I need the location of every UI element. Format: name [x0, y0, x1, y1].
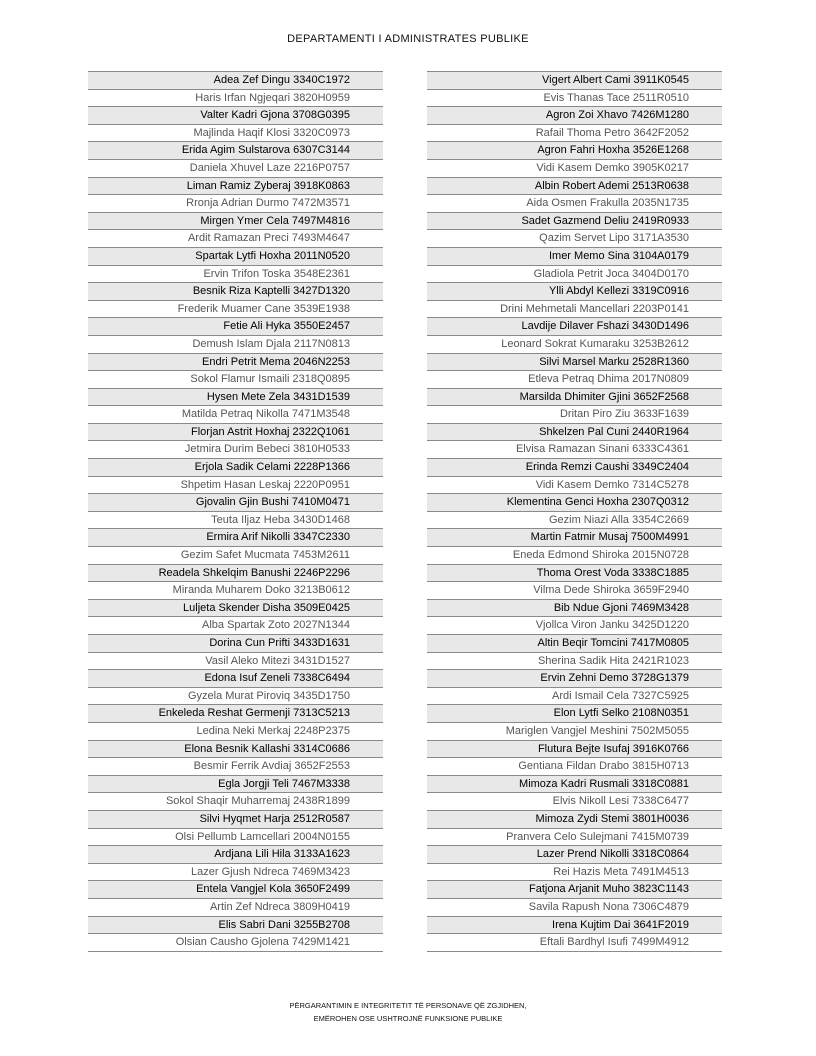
list-item: Lavdije Dilaver Fshazi 3430D1496	[427, 318, 722, 336]
list-item: Rei Hazis Meta 7491M4513	[427, 864, 722, 882]
list-item: Ardi Ismail Cela 7327C5925	[427, 688, 722, 706]
list-item: Aida Osmen Frakulla 2035N1735	[427, 195, 722, 213]
list-item: Egla Jorgji Teli 7467M3338	[88, 776, 383, 794]
list-item: Erida Agim Sulstarova 6307C3144	[88, 142, 383, 160]
list-item: Vidi Kasem Demko 7314C5278	[427, 477, 722, 495]
list-item: Artin Zef Ndreca 3809H0419	[88, 899, 383, 917]
list-item: Olsi Pellumb Lamcellari 2004N0155	[88, 829, 383, 847]
list-item: Irena Kujtim Dai 3641F2019	[427, 917, 722, 935]
list-item: Ardjana Lili Hila 3133A1623	[88, 846, 383, 864]
list-item: Silvi Marsel Marku 2528R1360	[427, 354, 722, 372]
list-item: Besmir Ferrik Avdiaj 3652F2553	[88, 758, 383, 776]
list-item: Olsian Causho Gjolena 7429M1421	[88, 934, 383, 952]
list-item: Entela Vangjel Kola 3650F2499	[88, 881, 383, 899]
list-item: Hysen Mete Zela 3431D1539	[88, 389, 383, 407]
list-item: Marsilda Dhimiter Gjini 3652F2568	[427, 389, 722, 407]
list-item: Dorina Cun Prifti 3433D1631	[88, 635, 383, 653]
list-item: Shpetim Hasan Leskaj 2220P0951	[88, 477, 383, 495]
list-item: Leonard Sokrat Kumaraku 3253B2612	[427, 336, 722, 354]
right-name-list	[427, 71, 722, 952]
list-item: Agron Zoi Xhavo 7426M1280	[427, 107, 722, 125]
list-item: Erjola Sadik Celami 2228P1366	[88, 459, 383, 477]
list-item: Gjovalin Gjin Bushi 7410M0471	[88, 494, 383, 512]
list-item: Mariglen Vangjel Meshini 7502M5055	[427, 723, 722, 741]
list-item: Endri Petrit Mema 2046N2253	[88, 354, 383, 372]
list-item: Lazer Gjush Ndreca 7469M3423	[88, 864, 383, 882]
list-item: Mirgen Ymer Cela 7497M4816	[88, 213, 383, 231]
list-item: Luljeta Skender Disha 3509E0425	[88, 600, 383, 618]
list-item: Evis Thanas Tace 2511R0510	[427, 90, 722, 108]
list-item: Bib Ndue Gjoni 7469M3428	[427, 600, 722, 618]
list-item: Sokol Flamur Ismaili 2318Q0895	[88, 371, 383, 389]
list-item: Jetmira Durim Bebeci 3810H0533	[88, 441, 383, 459]
list-item: Majlinda Haqif Klosi 3320C0973	[88, 125, 383, 143]
list-item: Altin Beqir Tomcini 7417M0805	[427, 635, 722, 653]
list-item: Martin Fatmir Musaj 7500M4991	[427, 529, 722, 547]
left-name-list	[88, 71, 383, 952]
list-item: Sadet Gazmend Deliu 2419R0933	[427, 213, 722, 231]
list-item: Ermira Arif Nikolli 3347C2330	[88, 529, 383, 547]
list-item: Spartak Lytfi Hoxha 2011N0520	[88, 248, 383, 266]
list-item: Drini Mehmetali Mancellari 2203P0141	[427, 301, 722, 319]
list-item: Etleva Petraq Dhima 2017N0809	[427, 371, 722, 389]
list-item: Enkeleda Reshat Germenji 7313C5213	[88, 705, 383, 723]
list-item: Readela Shkelqim Banushi 2246P2296	[88, 565, 383, 583]
list-item: Adea Zef Dingu 3340C1972	[88, 72, 383, 90]
list-item: Liman Ramiz Zyberaj 3918K0863	[88, 178, 383, 196]
footer-line-2: EMËROHEN OSE USHTROJNË FUNKSIONE PUBLIKE	[313, 1014, 503, 1023]
list-item: Valter Kadri Gjona 3708G0395	[88, 107, 383, 125]
list-item: Sherina Sadik Hita 2421R1023	[427, 653, 722, 671]
list-item: Frederik Muamer Cane 3539E1938	[88, 301, 383, 319]
list-item: Miranda Muharem Doko 3213B0612	[88, 582, 383, 600]
footer-line-1: PËRGARANTIMIN E INTEGRITETIT TË PERSONAVE QË ZGJIDHEN,	[289, 1001, 527, 1010]
list-item: Vjollca Viron Janku 3425D1220	[427, 617, 722, 635]
list-item: Thoma Orest Voda 3338C1885	[427, 565, 722, 583]
list-item: Fetie Ali Hyka 3550E2457	[88, 318, 383, 336]
page-footer	[0, 999, 816, 1025]
list-item: Mimoza Zydi Stemi 3801H0036	[427, 811, 722, 829]
list-item: Gezim Safet Mucmata 7453M2611	[88, 547, 383, 565]
list-item: Albin Robert Ademi 2513R0638	[427, 178, 722, 196]
list-item: Ervin Zehni Demo 3728G1379	[427, 670, 722, 688]
list-item: Demush Islam Djala 2117N0813	[88, 336, 383, 354]
list-item: Elvis Nikoll Lesi 7338C6477	[427, 793, 722, 811]
list-item: Elis Sabri Dani 3255B2708	[88, 917, 383, 935]
list-item: Daniela Xhuvel Laze 2216P0757	[88, 160, 383, 178]
list-item: Gyzela Murat Piroviq 3435D1750	[88, 688, 383, 706]
list-item: Pranvera Celo Sulejmani 7415M0739	[427, 829, 722, 847]
list-item: Dritan Piro Ziu 3633F1639	[427, 406, 722, 424]
list-item: Vigert Albert Cami 3911K0545	[427, 72, 722, 90]
list-item: Elona Besnik Kallashi 3314C0686	[88, 741, 383, 759]
list-item: Mimoza Kadri Rusmali 3318C0881	[427, 776, 722, 794]
list-item: Erinda Remzi Caushi 3349C2404	[427, 459, 722, 477]
list-item: Vilma Dede Shiroka 3659F2940	[427, 582, 722, 600]
list-item: Rafail Thoma Petro 3642F2052	[427, 125, 722, 143]
list-item: Gladiola Petrit Joca 3404D0170	[427, 266, 722, 284]
list-item: Qazim Servet Lipo 3171A3530	[427, 230, 722, 248]
list-item: Matilda Petraq Nikolla 7471M3548	[88, 406, 383, 424]
list-item: Ylli Abdyl Kellezi 3319C0916	[427, 283, 722, 301]
list-item: Eneda Edmond Shiroka 2015N0728	[427, 547, 722, 565]
list-item: Gentiana Fildan Drabo 3815H0713	[427, 758, 722, 776]
list-item: Haris Irfan Ngjeqari 3820H0959	[88, 90, 383, 108]
list-item: Eftali Bardhyl Isufi 7499M4912	[427, 934, 722, 952]
list-item: Ervin Trifon Toska 3548E2361	[88, 266, 383, 284]
list-item: Shkelzen Pal Cuni 2440R1964	[427, 424, 722, 442]
list-item: Sokol Shaqir Muharremaj 2438R1899	[88, 793, 383, 811]
list-item: Elon Lytfi Selko 2108N0351	[427, 705, 722, 723]
list-item: Vasil Aleko Mitezi 3431D1527	[88, 653, 383, 671]
list-item: Edona Isuf Zeneli 7338C6494	[88, 670, 383, 688]
list-item: Alba Spartak Zoto 2027N1344	[88, 617, 383, 635]
list-item: Vidi Kasem Demko 3905K0217	[427, 160, 722, 178]
list-item: Fatjona Arjanit Muho 3823C1143	[427, 881, 722, 899]
list-item: Gezim Niazi Alla 3354C2669	[427, 512, 722, 530]
list-item: Rronja Adrian Durmo 7472M3571	[88, 195, 383, 213]
list-item: Flutura Bejte Isufaj 3916K0766	[427, 741, 722, 759]
list-item: Besnik Riza Kaptelli 3427D1320	[88, 283, 383, 301]
list-item: Agron Fahri Hoxha 3526E1268	[427, 142, 722, 160]
list-item: Silvi Hyqmet Harja 2512R0587	[88, 811, 383, 829]
list-item: Lazer Prend Nikolli 3318C0864	[427, 846, 722, 864]
list-item: Teuta Iljaz Heba 3430D1468	[88, 512, 383, 530]
list-item: Ledina Neki Merkaj 2248P2375	[88, 723, 383, 741]
list-item: Ardit Ramazan Preci 7493M4647	[88, 230, 383, 248]
list-item: Florjan Astrit Hoxhaj 2322Q1061	[88, 424, 383, 442]
list-item: Savila Rapush Nona 7306C4879	[427, 899, 722, 917]
page-title: DEPARTAMENTI I ADMINISTRATES PUBLIKE	[287, 33, 529, 45]
list-item: Klementina Genci Hoxha 2307Q0312	[427, 494, 722, 512]
list-item: Imer Memo Sina 3104A0179	[427, 248, 722, 266]
list-item: Elvisa Ramazan Sinani 6333C4361	[427, 441, 722, 459]
